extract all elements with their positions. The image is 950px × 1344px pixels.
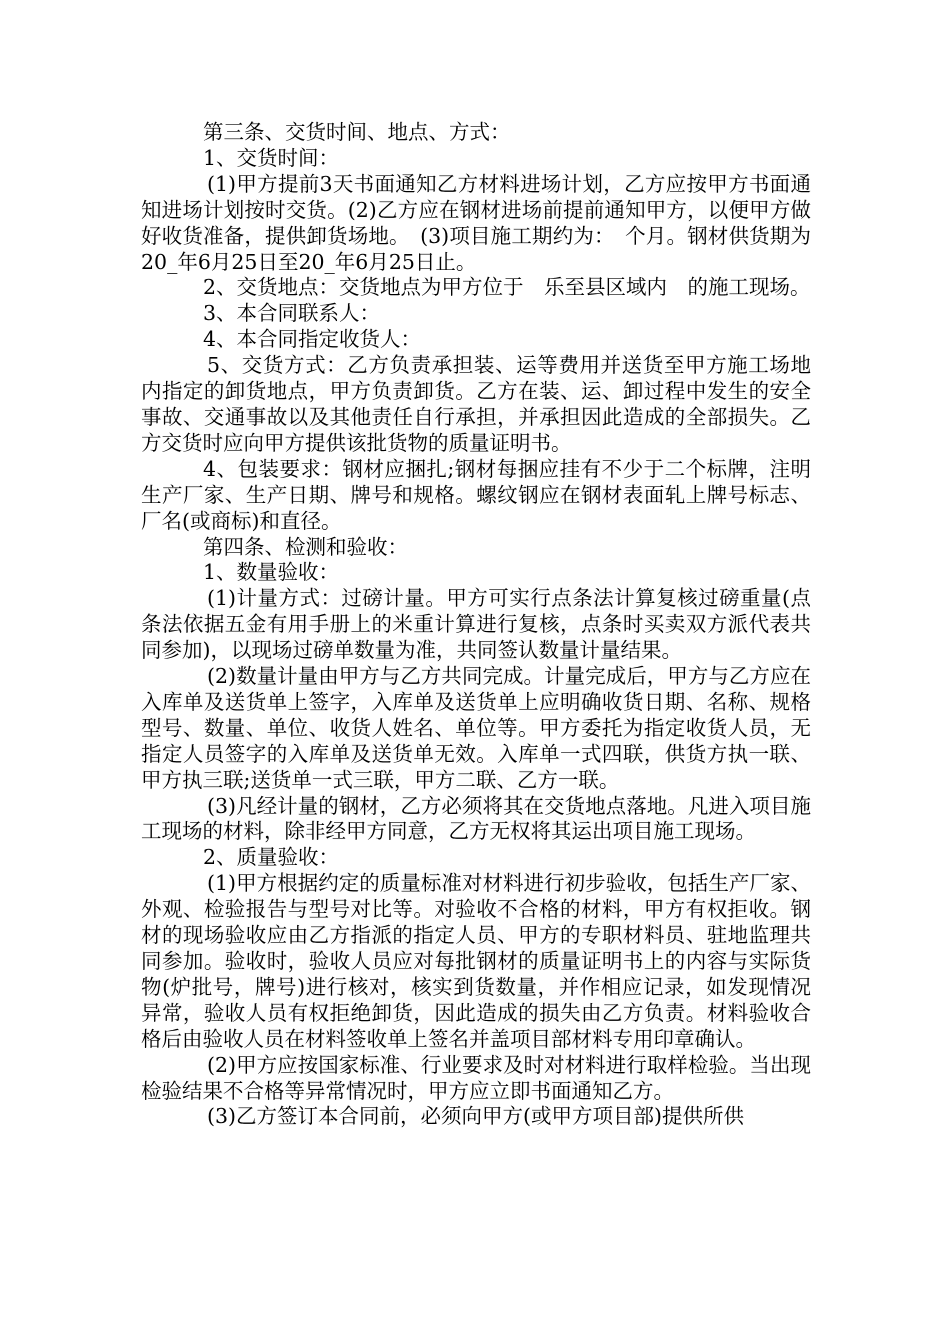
paragraph-on-site-unloading: (3)凡经计量的钢材，乙方必须将其在交货地点落地。凡进入项目施工现场的材料，除非经甲方同意，乙方无权将其运出项目施工现场。 [141, 793, 811, 844]
section-heading-3: 第三条、交货时间、地点、方式： [203, 120, 511, 144]
paragraph-designated-receiver: 4、本合同指定收货人： [203, 327, 422, 352]
paragraph-pre-contract-docs: (3)乙方签订本合同前，必须向甲方(或甲方项目部)提供所供 [207, 1104, 745, 1129]
paragraph-metering-method: (1)计量方式：过磅计量。甲方可实行点条法计算复核过磅重量(点条法依据五金有用手册上的米重计算进行复核，点条时买卖双方派代表共同参加)，以现场过磅单数量为准，共同签认数量计量结果。 [141, 586, 811, 663]
paragraph-joint-metering: (2)数量计量由甲方与乙方共同完成。计量完成后，甲方与乙方应在入库单及送货单上签字，入库单及送货单上应明确收货日期、名称、规格型号、数量、单位、收货人姓名、单位等。甲方委托为指定收货人员，无指定人员签字的入库单及送货单无效。入库单一式四联，供货方执一联、甲方执三联;送货单一式三联，甲方二联、乙方一联。 [141, 664, 811, 792]
section-heading-4: 第四条、检测和验收： [203, 534, 408, 559]
document-body [141, 120, 811, 1130]
paragraph-packaging: 4、包装要求：钢材应捆扎;钢材每捆应挂有不少于二个标牌，注明生产厂家、生产日期、牌号和规格。螺纹钢应在钢材表面轧上牌号标志、厂名(或商标)和直径。 [141, 456, 811, 533]
paragraph-delivery-time-details: (1)甲方提前3天书面通知乙方材料进场计划，乙方应按甲方书面通知进场计划按时交货。(2)乙方应在钢材进场前提前通知甲方，以便甲方做好收货准备，提供卸货场地。 (3)项目施工期约为： 个月。钢材供货期为20_年6月25日至20_年6月25日止。 [141, 171, 811, 274]
paragraph-initial-inspection: (1)甲方根据约定的质量标准对材料进行初步验收，包括生产厂家、外观、检验报告与型号对比等。对验收不合格的材料，甲方有权拒收。钢材的现场验收应由乙方指派的指定人员、甲方的专职材料员、驻地监理共同参加。验收时，验收人员应对每批钢材的质量证明书上的内容与实际货物(炉批号，牌号)进行核对，核实到货数量，并作相应记录，如发现情况异常，验收人员有权拒绝卸货，因此造成的损失由乙方负责。材料验收合格后由验收人员在材料签收单上签名并盖项目部材料专用印章确认。 [141, 871, 811, 1051]
paragraph-contact-person: 3、本合同联系人： [203, 301, 381, 326]
paragraph-sampling-test: (2)甲方应按国家标准、行业要求及时对材料进行取样检验。当出现检验结果不合格等异常情况时，甲方应立即书面通知乙方。 [141, 1052, 811, 1103]
paragraph-delivery-location: 2、交货地点：交货地点为甲方位于 乐至县区域内 的施工现场。 [203, 275, 811, 300]
subheading-quantity-acceptance: 1、数量验收： [203, 560, 340, 585]
subheading-delivery-time: 1、交货时间： [203, 145, 340, 170]
subheading-quality-acceptance: 2、质量验收： [203, 845, 340, 870]
paragraph-delivery-method: 5、交货方式：乙方负责承担装、运等费用并送货至甲方施工场地内指定的卸货地点，甲方负责卸货。乙方在装、运、卸过程中发生的安全事故、交通事故以及其他责任自行承担，并承担因此造成的全部损失。乙方交货时应向甲方提供该批货物的质量证明书。 [141, 353, 811, 455]
